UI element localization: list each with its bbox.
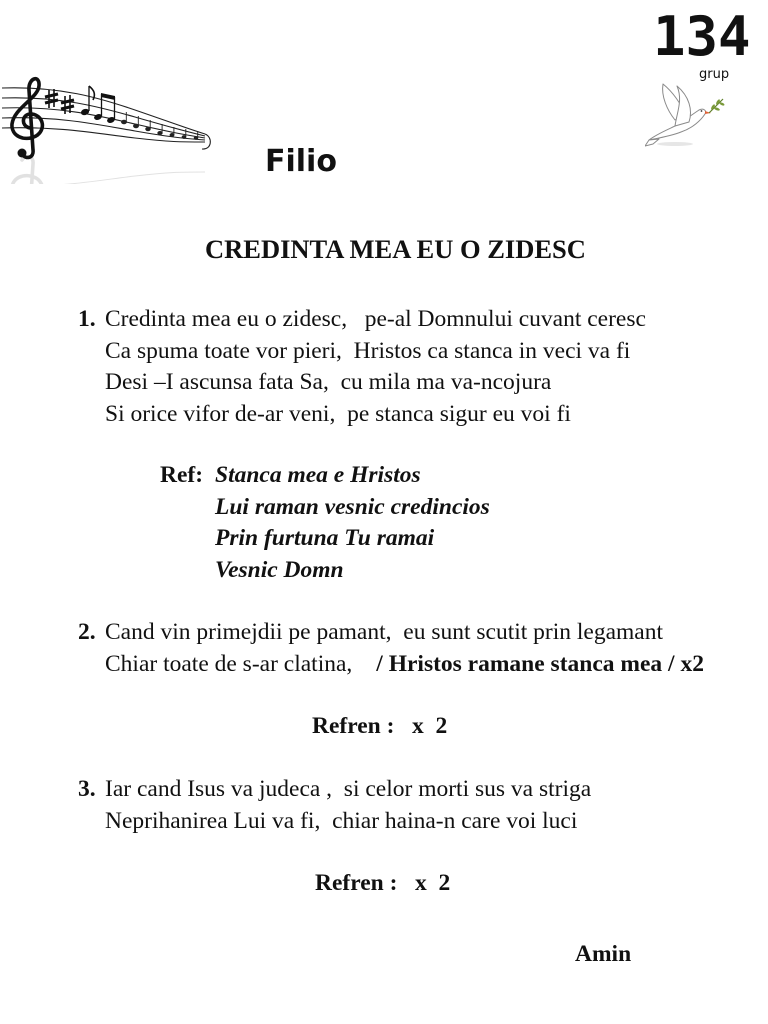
author-name: Filio bbox=[265, 144, 337, 179]
hymn-number: 134 bbox=[653, 5, 751, 68]
verse-lines bbox=[105, 774, 591, 837]
verse-line-emphasis: / Hristos ramane stanca mea / x2 bbox=[376, 650, 704, 677]
dove-icon bbox=[645, 80, 725, 148]
verse-number: 2. bbox=[78, 619, 96, 645]
verse-line: Credinta mea eu o zidesc, pe-al Domnului cuvant ceresc bbox=[105, 306, 646, 332]
chorus-line: Lui raman vesnic credincios bbox=[215, 493, 490, 520]
clef-reflection bbox=[2, 157, 205, 184]
verse-line bbox=[105, 649, 704, 681]
chorus-lines bbox=[215, 460, 490, 586]
verse-number: 1. bbox=[78, 306, 96, 332]
chorus-line: Prin furtuna Tu ramai bbox=[215, 525, 435, 551]
verse-line: Desi –I ascunsa fata Sa, cu mila ma va-ncojura bbox=[105, 369, 552, 395]
verse-line: Iar cand Isus va judeca , si celor morti sus va striga bbox=[105, 776, 592, 802]
verse-line: Cand vin primejdii pe pamant, eu sunt scutit prin legamant bbox=[105, 619, 664, 645]
song-title: CREDINTA MEA EU O ZIDESC bbox=[205, 234, 586, 264]
verse-lines bbox=[105, 304, 646, 430]
refrain-repeat: Refren : x 2 bbox=[315, 870, 451, 896]
verse-lines bbox=[105, 617, 704, 680]
chorus-line: Stanca mea e Hristos bbox=[215, 462, 421, 488]
music-notes-icon bbox=[0, 72, 212, 184]
chorus-label: Ref: bbox=[160, 462, 204, 488]
group-label: grup bbox=[699, 67, 730, 82]
verse-line: Ca spuma toate vor pieri, Hristos ca stanca in veci va fi bbox=[105, 337, 631, 364]
sharp-sign-icon bbox=[45, 89, 58, 108]
chorus-line: Vesnic Domn bbox=[215, 556, 344, 583]
verse-line-text: Chiar toate de s-ar clatina, bbox=[105, 650, 353, 677]
music-note-icon bbox=[80, 86, 94, 116]
verse-line: Neprihanirea Lui va fi, chiar haina-n care voi luci bbox=[105, 807, 578, 834]
olive-branch-icon bbox=[709, 99, 725, 113]
refrain-repeat: Refren : x 2 bbox=[312, 713, 448, 739]
verse-line: Si orice vifor de-ar veni, pe stanca sigur eu voi fi bbox=[105, 400, 571, 427]
verse-number: 3. bbox=[78, 776, 96, 802]
ending-amin: Amin bbox=[575, 941, 632, 967]
